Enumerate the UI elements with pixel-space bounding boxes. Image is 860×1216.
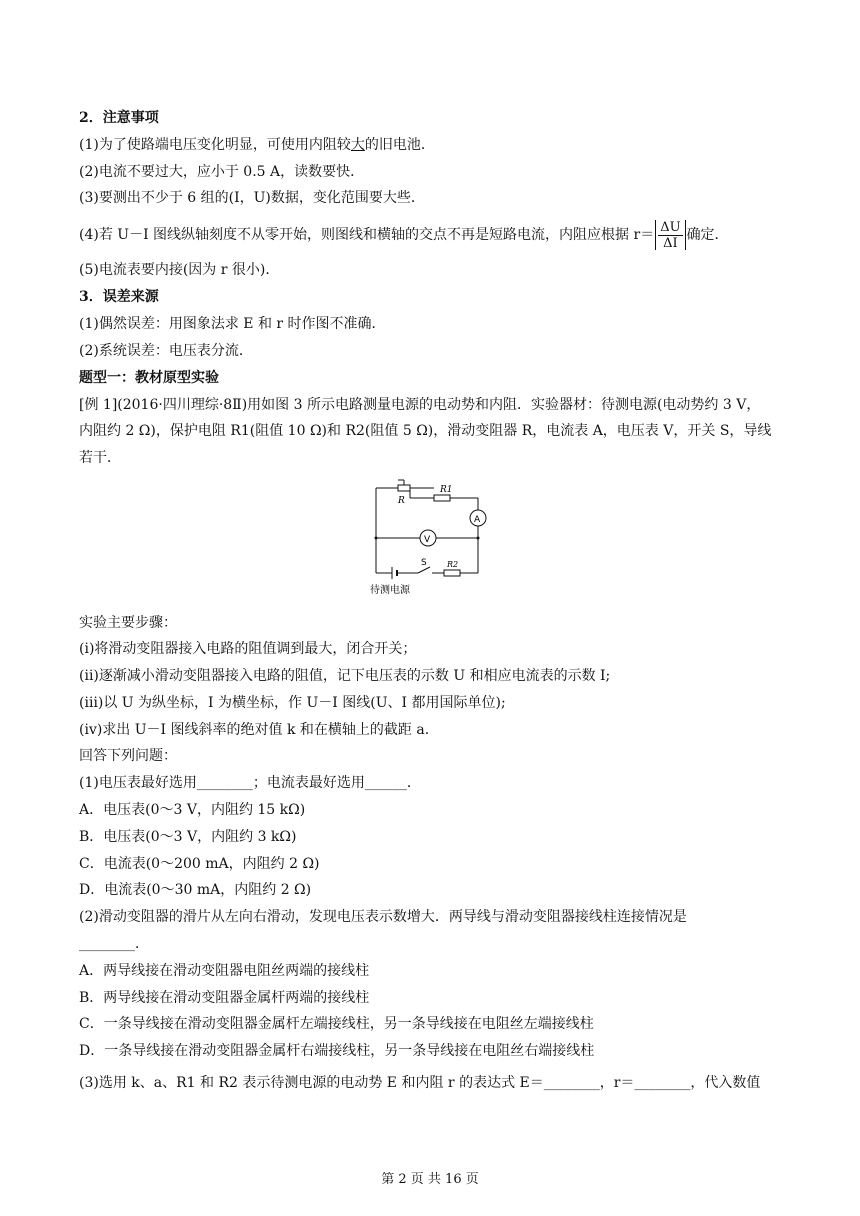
note-1-underlined: 大 xyxy=(350,137,365,153)
note-1-end: 的旧电池． xyxy=(364,137,435,153)
label-s: S xyxy=(421,558,427,568)
label-r: R xyxy=(398,496,405,506)
resistor-r1-icon xyxy=(434,495,450,501)
answer-prompt: 回答下列问题： xyxy=(79,748,177,764)
question-2-option-c: C．一条导线接在滑动变阻器金属杆左端接线柱，另一条导线接在电阻丝左端接线柱 xyxy=(79,1016,594,1032)
question-2-line-2: ________． xyxy=(79,936,149,952)
note-4-text: (4)若 U－I 图线纵轴刻度不从零开始，则图线和横轴的交点不再是短路电流，内阻应根据 r＝ xyxy=(79,227,655,243)
figure-caption: 待测电源 xyxy=(370,585,410,596)
rheostat-icon xyxy=(398,485,410,491)
label-a: A xyxy=(474,515,481,525)
question-1-option-b: B．电压表(0～3 V，内阻约 3 kΩ) xyxy=(79,829,297,845)
step-2: (ⅱ)逐渐减小滑动变阻器接入电路的阻值，记下电压表的示数 U 和相应电流表的示数 I; xyxy=(79,668,611,684)
note-5: (5)电流表要内接(因为 r 很小)． xyxy=(79,262,280,278)
battery-icon xyxy=(392,567,397,579)
error-1: (1)偶然误差：用图象法求 E 和 r 时作图不准确． xyxy=(79,316,386,332)
abs-bar-left xyxy=(655,220,656,250)
fraction-numerator: ΔU xyxy=(660,219,681,235)
note-4-end: 确定． xyxy=(686,227,729,243)
step-1: (ⅰ)将滑动变阻器接入电路的阻值调到最大，闭合开关； xyxy=(79,641,417,657)
label-r2: R2 xyxy=(447,560,459,569)
question-2-option-d: D．一条导线接在滑动变阻器金属杆右端接线柱，另一条导线接在电阻丝右端接线柱 xyxy=(79,1043,595,1059)
question-2-option-b: B．两导线接在滑动变阻器金属杆两端的接线柱 xyxy=(79,990,370,1006)
fraction xyxy=(658,220,682,251)
question-1-option-a: A．电压表(0～3 V，内阻约 15 kΩ) xyxy=(79,802,306,818)
step-4: (ⅳ)求出 U－I 图线斜率的绝对值 k 和在横轴上的截距 a. xyxy=(79,722,430,738)
section-3-heading: 3．误差来源 xyxy=(79,289,159,305)
example-line-3: 若干． xyxy=(79,450,121,466)
question-1-option-d: D．电流表(0～30 mA，内阻约 2 Ω) xyxy=(79,882,312,898)
question-3: (3)选用 k、a、R1 和 R2 表示待测电源的电动势 E 和内阻 r 的表达式 E＝________，r＝________，代入数值 xyxy=(79,1075,761,1091)
resistor-r2-icon xyxy=(444,570,460,576)
note-3: (3)要测出不少于 6 组的(I，U)数据，变化范围要大些． xyxy=(79,190,425,206)
abs-bar-right xyxy=(685,220,686,250)
example-line-2: 内阻约 2 Ω)，保护电阻 R1(阻值 10 Ω)和 R2(阻值 5 Ω)，滑动变阻器 R，电流表 A，电压表 V，开关 S，导线 xyxy=(79,423,772,439)
label-r1: R1 xyxy=(440,485,453,495)
question-1-option-c: C．电流表(0～200 mA，内阻约 2 Ω) xyxy=(79,856,320,872)
fraction-denominator: ΔI xyxy=(663,235,678,251)
steps-heading: 实验主要步骤： xyxy=(79,615,177,631)
note-2: (2)电流不要过大，应小于 0.5 A，读数要快． xyxy=(79,164,365,180)
label-v: V xyxy=(424,535,431,545)
circuit-svg xyxy=(368,478,500,598)
note-1 xyxy=(79,135,800,155)
note-4 xyxy=(79,218,800,252)
note-1-text: (1)为了使路端电压变化明显，可使用内阻较 xyxy=(79,137,351,153)
question-type-heading: 题型一：教材原型实验 xyxy=(79,370,219,386)
step-3: (ⅲ)以 U 为纵坐标，I 为横坐标，作 U－I 图线(U、I 都用国际单位); xyxy=(79,695,506,711)
question-2-option-a: A．两导线接在滑动变阻器电阻丝两端的接线柱 xyxy=(79,963,370,979)
question-2-line-1: (2)滑动变阻器的滑片从左向右滑动，发现电压表示数增大．两导线与滑动变阻器接线柱连接情况是 xyxy=(79,909,687,925)
section-2-heading: 2．注意事项 xyxy=(79,110,159,126)
example-line-1: [例 1](2016·四川理综·8Ⅱ)用如图 3 所示电路测量电源的电动势和内阻．实验器材：待测电源(电动势约 3 V， xyxy=(79,397,761,413)
error-2: (2)系统误差：电压表分流． xyxy=(79,343,253,359)
page-footer: 第 2 页 共 16 页 xyxy=(381,1172,479,1187)
question-1: (1)电压表最好选用________；电流表最好选用______． xyxy=(79,775,421,791)
circuit-diagram xyxy=(368,478,500,598)
